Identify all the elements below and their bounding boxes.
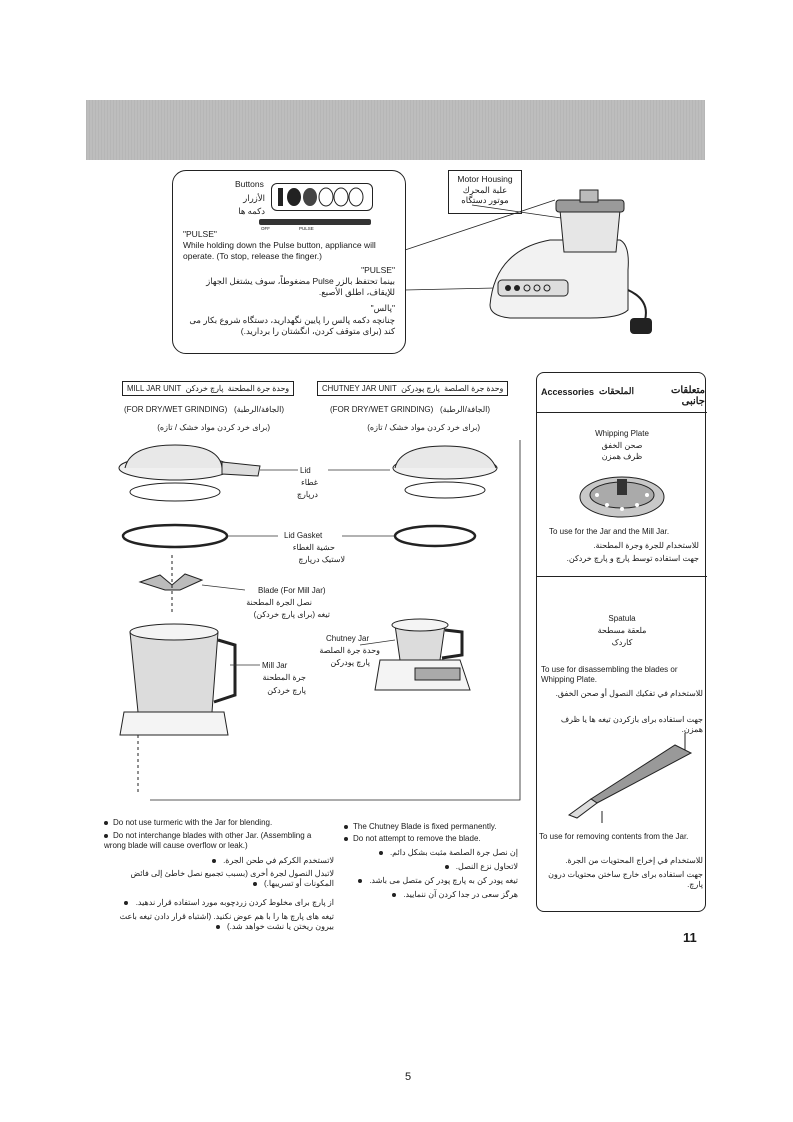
accessories-title-fa: متعلقات جانبی (670, 385, 705, 407)
accessories-title-ar: الملحقات (599, 386, 635, 396)
gasket-label-fa: لاستیک درپارچ (298, 555, 345, 564)
buttons-label-en: Buttons (235, 179, 264, 189)
mill-unit-title-fa: پارچ خردکن (185, 384, 224, 393)
spatula-use-en: To use for disassembling the blades or Whipping Plate. (541, 665, 678, 685)
mill-unit-title-en: MILL JAR UNIT (127, 384, 182, 393)
spatula-use-ar: للاستخدام في تفكيك النصول أو صحن الخفق. (555, 689, 703, 698)
blade-label-fa: تیغه (برای پارچ خردکن) (253, 610, 330, 619)
note-right-ar-2: لاتحاول نزع النصل. (330, 862, 518, 872)
note-right-fa-2: هرگز سعی در جدا کردن آن ننمایید. (330, 890, 518, 900)
remove-use-fa: جهت استفاده برای خارج ساختن محتویات درون پارچ. (548, 870, 703, 890)
lid-label-ar: غطاء (301, 478, 318, 487)
chutney-unit-sub (330, 405, 490, 415)
page-number-bottom: 5 (405, 1071, 412, 1083)
spatula-label-en: Spatula (608, 614, 636, 623)
buttons-label-ar: الأزرار (243, 193, 265, 203)
whip-use-ar: للاستخدام للجرة وجرة المطحنة. (593, 541, 699, 550)
blade-label-ar: نصل الجرة المطحنة (246, 598, 312, 607)
motor-housing-fa: موتور دستگاه (461, 195, 509, 206)
control-pulse-label: PULSE (299, 226, 314, 231)
motor-housing-ar: علبة المحرك (462, 184, 508, 195)
header-band (86, 100, 705, 160)
page-number-right: 11 (683, 930, 697, 945)
pulse-desc-fa: چنانچه دکمه پالس را پایین نگهدارید، دستگاه شروع بکار می کند (برای متوقف کردن، انگشتان را بردارید.) (189, 315, 395, 336)
gasket-label-en: Lid Gasket (284, 531, 323, 540)
note-left-fa-2: تیغه های پارچ ها را با هم عوض نکنید. (اشتباه قرار دادن تیغه باعث بیرون ریختن یا نشت خواهد شد.) (119, 912, 334, 932)
control-strip (259, 219, 371, 225)
mill-jar-label-fa: پارچ خردکن (267, 686, 306, 695)
remove-use-ar: للاستخدام في إخراج المحتويات من الجرة. (565, 856, 703, 865)
mill-unit-sub-fa: (برای خرد کردن مواد خشک / تازه) (157, 423, 270, 432)
appliance-illustration (380, 180, 680, 350)
button-panel (271, 183, 373, 211)
button-panel-icon (272, 184, 372, 210)
parts-illustration (110, 440, 530, 810)
chutney-unit-sub-ar: (الجافة/الرطبة) (439, 405, 491, 414)
lid-label-en: Lid (300, 466, 311, 475)
motor-housing-en: Motor Housing (457, 174, 513, 184)
chutney-jar-label-ar: وحدة جرة الصلصة (319, 646, 380, 655)
pulse-title-ar: "PULSE" (361, 265, 395, 275)
note-left-ar-1: لاتستخدم الكركم في طحن الجرة. (104, 856, 334, 866)
accessories-title-en: Accessories (541, 387, 595, 397)
gasket-label-ar: حشية الغطاء (292, 543, 335, 552)
spatula-use-fa: جهت استفاده برای بازکردن تیغه ها یا ظرف همزن. (560, 715, 703, 735)
control-off-label: OFF (261, 226, 270, 231)
whipping-plate-icon (577, 465, 667, 525)
whip-label-fa: ظرف همزن (601, 452, 643, 461)
remove-use-en: To use for removing contents from the Jar. (539, 832, 689, 841)
mill-unit-title-ar: وحدة جرة المطحنة (227, 384, 290, 393)
note-right-en-2: Do not attempt to remove the blade. (344, 834, 532, 844)
chutney-unit-sub-fa: (برای خرد کردن مواد خشک / تازه) (367, 423, 480, 432)
chutney-unit-sub-en: (FOR DRY/WET GRINDING) (330, 405, 434, 414)
mill-unit-sub-en: (FOR DRY/WET GRINDING) (124, 405, 228, 414)
chutney-unit-title-ar: وحدة جرة الصلصة (444, 384, 504, 393)
accessories-panel (536, 372, 706, 912)
whip-use-en: To use for the Jar and the Mill Jar. (549, 527, 670, 536)
buttons-label-fa: دکمه ها (238, 206, 265, 216)
whip-use-fa: جهت استفاده توسط پارچ و پارچ خردکن. (566, 554, 699, 563)
mill-jar-label-en: Mill Jar (262, 661, 288, 670)
lid-label-fa: درپارچ (296, 490, 318, 499)
mill-jar-label-ar: جرة المطحنة (262, 673, 306, 682)
pulse-desc-en: While holding down the Pulse button, appliance will operate. (To stop, release the finger.) (183, 240, 376, 261)
note-left-fa-1: از پارچ برای مخلوط کردن زردچوبه مورد استفاده قرار ندهید. (104, 898, 334, 908)
chutney-unit-title (317, 381, 508, 396)
pulse-title-en: "PULSE" (183, 229, 217, 239)
spatula-label-fa: کاردک (611, 638, 633, 647)
spatula-label-ar: ملعقة مسطحة (597, 626, 647, 635)
mill-unit-title (122, 381, 294, 396)
whip-label-ar: صحن الخفق (601, 441, 643, 450)
note-right-fa-1: تیغه پودر کن به پارچ پودر کن متصل می باشد. (330, 876, 518, 886)
note-right-ar-1: إن نصل جرة الصلصة مثبت بشكل دائم. (330, 848, 518, 858)
chutney-unit-title-en: CHUTNEY JAR UNIT (322, 384, 397, 393)
pulse-title-fa: "پالس" (370, 303, 395, 313)
note-right-en-1: The Chutney Blade is fixed permanently. (344, 822, 532, 832)
buttons-callout (172, 170, 406, 354)
note-left-en-1: Do not use turmeric with the Jar for blending. (104, 818, 334, 828)
chutney-jar-label-en: Chutney Jar (326, 634, 370, 643)
chutney-jar-label-fa: پارچ پودرکن (330, 658, 370, 667)
note-left-en-2: Do not interchange blades with other Jar. (Assembling a wrong blade will cause overflow or leak.) (104, 831, 312, 851)
note-left-ar-2: لاتبدل النصول لجرة أخرى (بسبب تجميع نصل خاطئ إلى فائض المكونات أو تسريبها.) (130, 869, 334, 889)
blade-label-en: Blade (For Mill Jar) (258, 586, 326, 595)
chutney-unit-title-fa: پارچ پودرکن (401, 384, 440, 393)
mill-unit-sub-ar: (الجافة/الرطبة) (233, 405, 285, 414)
whip-label-en: Whipping Plate (595, 429, 649, 438)
spatula-icon (557, 723, 697, 823)
pulse-desc-ar: بينما تحتفظ بالزر Pulse مضغوطاً، سوف يشتغل الجهاز للإيقاف، اطلق الأصبع. (206, 276, 395, 297)
mill-unit-sub (124, 405, 284, 415)
